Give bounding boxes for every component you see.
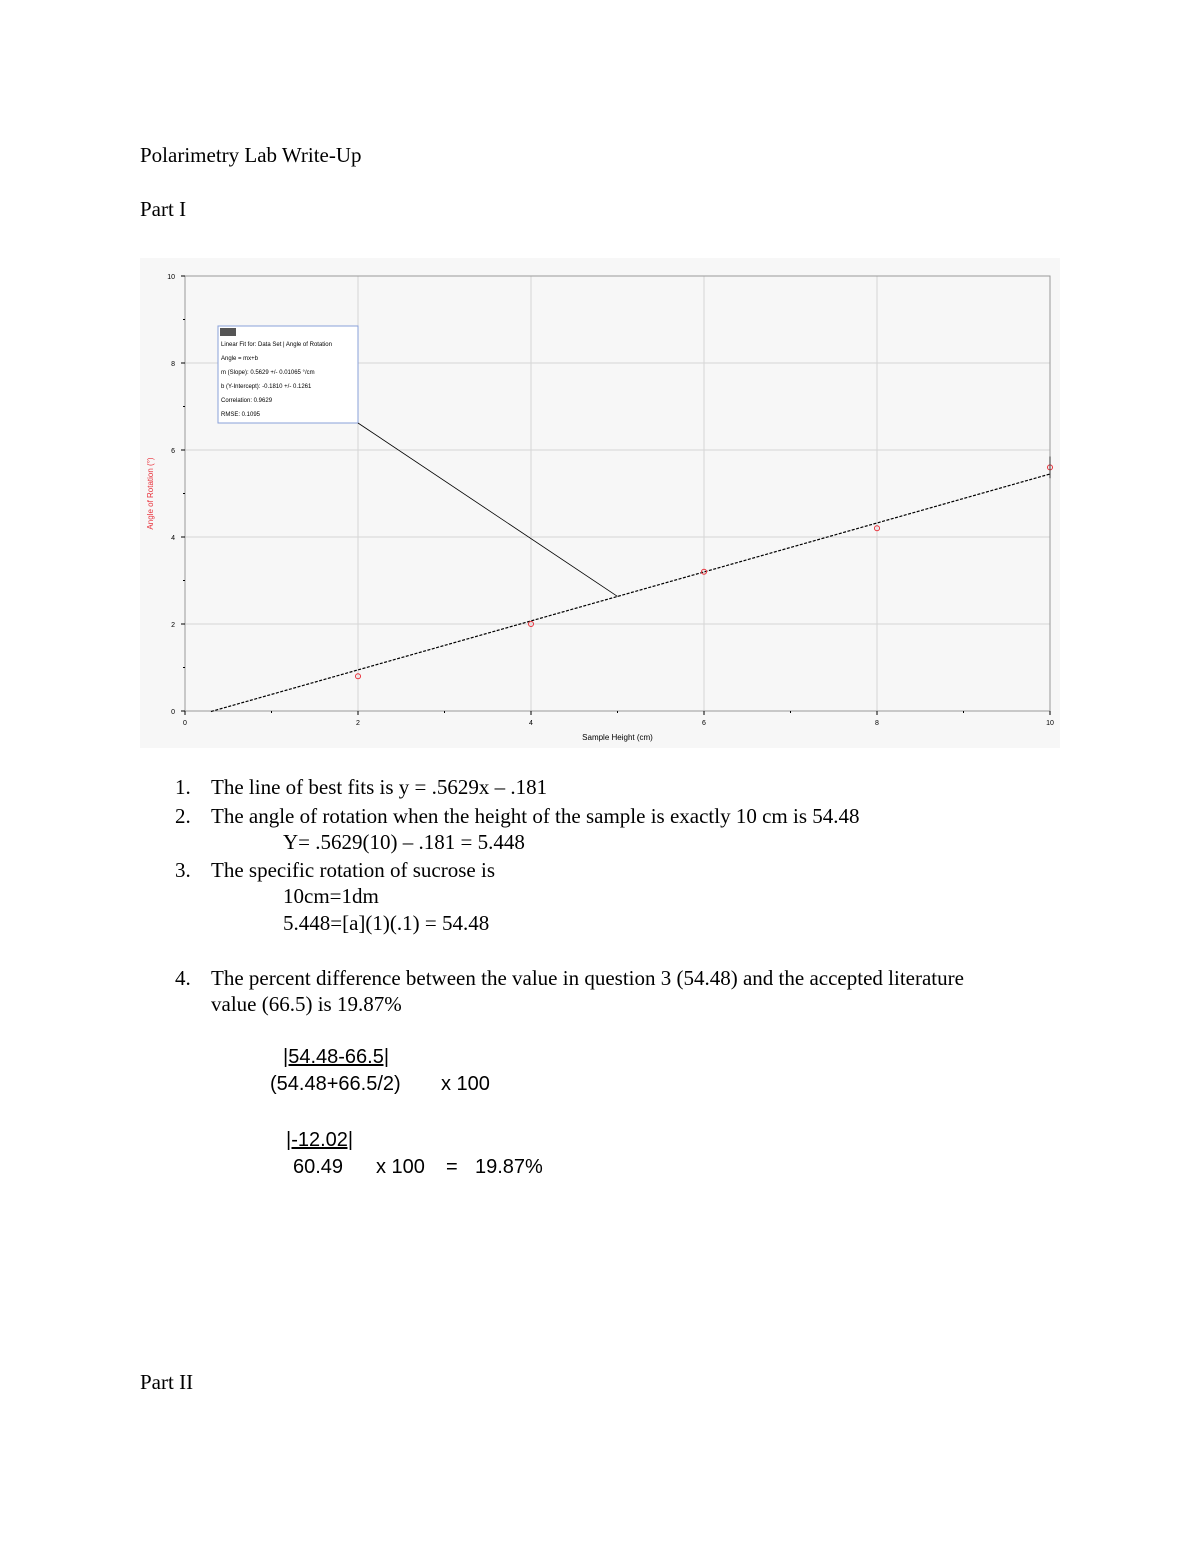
x-tick-label: 10 <box>1046 720 1054 727</box>
linear-fit-chart <box>140 258 1060 748</box>
x-tick-label: 6 <box>702 720 706 727</box>
list-item-4-line-2: value (66.5) is 19.87% <box>211 992 402 1016</box>
x-axis-label: Sample Height (cm) <box>582 733 653 742</box>
fraction-1-multiplier: x 100 <box>441 1073 490 1095</box>
list-number: 3. <box>175 858 191 882</box>
y-axis-label: Angle of Rotation (°) <box>146 457 155 530</box>
list-item-3-line-1: 10cm=1dm <box>283 884 379 908</box>
list-item-2-calculation: Y= .5629(10) – .181 = 5.448 <box>283 830 525 854</box>
y-tick-label: 6 <box>171 448 175 455</box>
y-tick-label: 2 <box>171 622 175 629</box>
annotation-line: RMSE: 0.1095 <box>221 412 261 418</box>
fraction-2-numerator: |-12.02| <box>286 1129 354 1151</box>
list-text: The line of best fits is y = .5629x – .181 <box>211 775 548 799</box>
annotation-handle-icon <box>220 328 236 336</box>
y-tick-label: 4 <box>171 535 175 542</box>
annotation-line: b (Y-Intercept): -0.1810 +/- 0.1261 <box>221 384 312 390</box>
annotation-line: Angle = mx+b <box>221 356 259 362</box>
list-item-2 <box>175 803 860 830</box>
x-tick-label: 4 <box>529 720 533 727</box>
x-tick-label: 8 <box>875 720 879 727</box>
x-tick-label: 2 <box>356 720 360 727</box>
fraction-1-denominator: (54.48+66.5/2) <box>270 1073 401 1095</box>
list-text: The angle of rotation when the height of the sample is exactly 10 cm is 54.48 <box>211 804 860 828</box>
list-item-3-line-2: 5.448=[a](1)(.1) = 54.48 <box>283 911 490 935</box>
y-tick-label: 10 <box>167 274 175 281</box>
annotation-line: Correlation: 0.9629 <box>221 398 273 404</box>
fraction-2-equals: = <box>446 1156 458 1178</box>
y-tick-label: 8 <box>171 361 175 368</box>
list-item-3 <box>175 857 495 884</box>
list-number: 2. <box>175 804 191 828</box>
y-tick-label: 0 <box>171 709 175 716</box>
fraction-1-numerator: |54.48-66.5| <box>283 1046 390 1068</box>
document-title: Polarimetry Lab Write-Up <box>140 143 362 167</box>
annotation-line: m (Slope): 0.5629 +/- 0.01065 °/cm <box>221 370 315 376</box>
x-tick-label: 0 <box>183 720 187 727</box>
part-2-heading: Part II <box>140 1370 194 1394</box>
list-item-1 <box>175 774 547 801</box>
fraction-2-multiplier: x 100 <box>376 1156 425 1178</box>
list-text: The specific rotation of sucrose is <box>211 858 495 882</box>
annotation-line: Linear Fit for: Data Set | Angle of Rotation <box>221 342 332 348</box>
part-1-heading: Part I <box>140 197 187 221</box>
fraction-2-result: 19.87% <box>475 1156 543 1178</box>
list-text: The percent difference between the value in question 3 (54.48) and the accepted literature <box>211 966 964 990</box>
fraction-2-denominator: 60.49 <box>293 1156 344 1178</box>
list-item-4 <box>175 965 964 992</box>
list-number: 1. <box>175 775 191 799</box>
list-number: 4. <box>175 966 191 990</box>
